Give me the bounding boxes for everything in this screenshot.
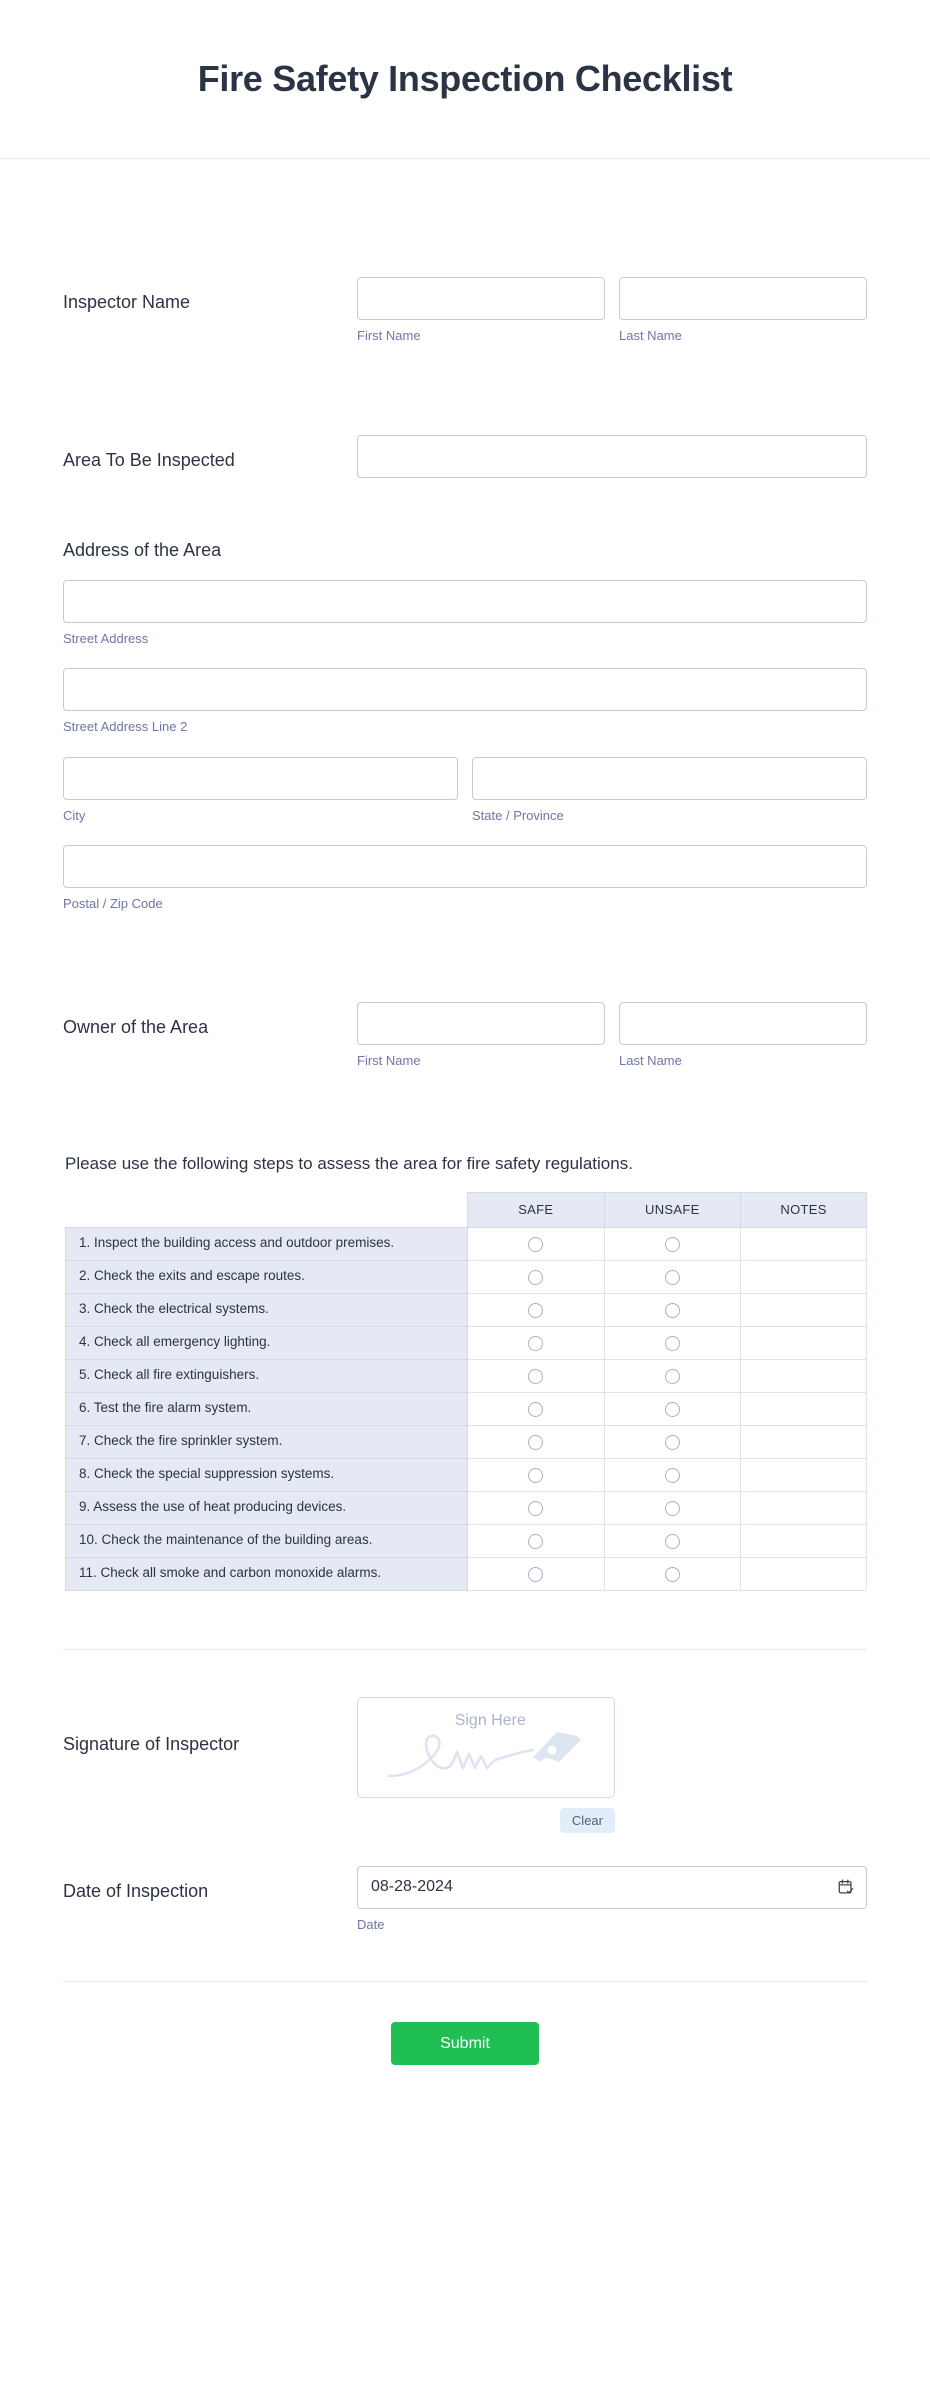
signature-pad[interactable] (357, 1697, 615, 1798)
matrix-notes-cell[interactable] (741, 1557, 867, 1590)
matrix-head (66, 1192, 867, 1227)
field-date-of-inspection (63, 1866, 867, 1933)
matrix-radio-cell-unsafe[interactable] (604, 1458, 741, 1491)
signature-squiggle-icon (381, 1724, 591, 1786)
matrix-notes-cell[interactable] (741, 1227, 867, 1260)
radio-button-unsafe[interactable] (665, 1303, 680, 1318)
spacer-top (63, 159, 867, 277)
form-body (0, 159, 930, 1982)
table-row (66, 1293, 867, 1326)
radio-button-safe[interactable] (528, 1336, 543, 1351)
matrix-row-label: 8. Check the special suppression systems. (66, 1458, 468, 1491)
radio-button-safe[interactable] (528, 1237, 543, 1252)
matrix-radio-cell-unsafe[interactable] (604, 1425, 741, 1458)
matrix-notes-cell[interactable] (741, 1326, 867, 1359)
matrix-radio-cell-safe[interactable] (468, 1326, 605, 1359)
address-street2-input[interactable] (63, 668, 867, 711)
radio-button-safe[interactable] (528, 1303, 543, 1318)
spacer-matrix (63, 1069, 867, 1154)
matrix-radio-cell-safe[interactable] (468, 1392, 605, 1425)
spacer-address (63, 478, 867, 540)
field-owner-of-area (63, 1002, 867, 1069)
matrix-radio-cell-unsafe[interactable] (604, 1326, 741, 1359)
matrix-notes-cell[interactable] (741, 1425, 867, 1458)
matrix-radio-cell-unsafe[interactable] (604, 1260, 741, 1293)
address-city-input[interactable] (63, 757, 458, 800)
address-state-sublabel: State / Province (472, 807, 564, 823)
matrix-radio-cell-safe[interactable] (468, 1491, 605, 1524)
matrix-notes-cell[interactable] (741, 1392, 867, 1425)
matrix-notes-cell[interactable] (741, 1524, 867, 1557)
inspector-last-name-group (619, 277, 867, 344)
address-postal-group (63, 845, 867, 912)
inspector-first-name-group (357, 277, 605, 344)
radio-button-unsafe[interactable] (665, 1270, 680, 1285)
form-footer (0, 1982, 930, 2065)
matrix-notes-cell[interactable] (741, 1458, 867, 1491)
owner-control (357, 1002, 867, 1069)
table-row (66, 1260, 867, 1293)
signature-clear-row (357, 1798, 615, 1833)
owner-last-name-group (619, 1002, 867, 1069)
table-row (66, 1557, 867, 1590)
spacer-signature (63, 1650, 867, 1697)
matrix-col-notes: NOTES (741, 1192, 867, 1227)
field-address (63, 540, 867, 912)
signature-clear-button[interactable]: Clear (560, 1808, 615, 1833)
submit-button[interactable]: Submit (391, 2022, 539, 2065)
table-row (66, 1524, 867, 1557)
owner-label: Owner of the Area (63, 1016, 209, 1037)
area-inspected-control (357, 435, 867, 478)
owner-first-name-input[interactable] (357, 1002, 605, 1045)
matrix-intro-text: Please use the following steps to assess the area for fire safety regulations. (65, 1153, 633, 1173)
area-inspected-label: Area To Be Inspected (63, 449, 235, 470)
matrix-radio-cell-unsafe[interactable] (604, 1227, 741, 1260)
inspector-name-label: Inspector Name (63, 292, 191, 312)
matrix-row-label: 2. Check the exits and escape routes. (66, 1260, 468, 1293)
address-street-group (63, 580, 867, 647)
address-city-group (63, 757, 458, 824)
matrix-row-label: 4. Check all emergency lighting. (66, 1326, 468, 1359)
matrix-radio-cell-unsafe[interactable] (604, 1392, 741, 1425)
address-city-state-row (63, 757, 867, 824)
date-sublabel: Date (357, 1916, 385, 1932)
matrix-radio-cell-unsafe[interactable] (604, 1293, 741, 1326)
signature-placeholder: Sign Here (454, 1711, 526, 1729)
matrix-radio-cell-safe[interactable] (468, 1293, 605, 1326)
radio-button-unsafe[interactable] (665, 1435, 680, 1450)
area-inspected-input[interactable] (357, 435, 867, 478)
matrix-radio-cell-safe[interactable] (468, 1260, 605, 1293)
matrix-row-label: 10. Check the maintenance of the building areas. (66, 1524, 468, 1557)
matrix-radio-cell-safe[interactable] (468, 1425, 605, 1458)
matrix-radio-cell-unsafe[interactable] (604, 1359, 741, 1392)
radio-button-safe[interactable] (528, 1534, 543, 1549)
radio-button-unsafe[interactable] (665, 1468, 680, 1483)
address-state-input[interactable] (472, 757, 867, 800)
date-of-inspection-input[interactable] (357, 1866, 867, 1909)
matrix-row-label: 6. Test the fire alarm system. (66, 1392, 468, 1425)
address-state-group (472, 757, 867, 824)
inspector-name-control (357, 277, 867, 344)
matrix-notes-cell[interactable] (741, 1491, 867, 1524)
address-postal-sublabel: Postal / Zip Code (63, 896, 163, 912)
table-row (66, 1392, 867, 1425)
radio-button-unsafe[interactable] (665, 1402, 680, 1417)
date-control (357, 1866, 867, 1933)
matrix-row-label: 3. Check the electrical systems. (66, 1293, 468, 1326)
page-title: Fire Safety Inspection Checklist (197, 58, 733, 99)
matrix-row-label: 7. Check the fire sprinkler system. (66, 1425, 468, 1458)
table-row (66, 1227, 867, 1260)
table-row (66, 1359, 867, 1392)
table-row (66, 1326, 867, 1359)
radio-button-safe[interactable] (528, 1567, 543, 1582)
radio-button-safe[interactable] (528, 1435, 543, 1450)
radio-button-unsafe[interactable] (665, 1237, 680, 1252)
radio-button-unsafe[interactable] (665, 1567, 680, 1582)
matrix-notes-cell[interactable] (741, 1260, 867, 1293)
matrix-table-wrap (63, 1192, 867, 1591)
address-street-sublabel: Street Address (63, 630, 149, 646)
radio-button-safe[interactable] (528, 1402, 543, 1417)
pen-nib-icon (533, 1732, 581, 1762)
address-city-sublabel: City (63, 807, 86, 823)
owner-first-name-group (357, 1002, 605, 1069)
matrix-radio-cell-safe[interactable] (468, 1227, 605, 1260)
radio-button-safe[interactable] (528, 1369, 543, 1384)
matrix-notes-cell[interactable] (741, 1359, 867, 1392)
radio-button-safe[interactable] (528, 1501, 543, 1516)
inspector-first-name-input[interactable] (357, 277, 605, 320)
radio-button-unsafe[interactable] (665, 1501, 680, 1516)
address-postal-input[interactable] (63, 845, 867, 888)
date-label: Date of Inspection (63, 1880, 209, 1901)
owner-last-name-input[interactable] (619, 1002, 867, 1045)
spacer-owner (63, 912, 867, 1002)
radio-button-safe[interactable] (528, 1270, 543, 1285)
matrix-radio-cell-unsafe[interactable] (604, 1557, 741, 1590)
radio-button-unsafe[interactable] (665, 1534, 680, 1549)
matrix-body (66, 1227, 867, 1590)
form-header (0, 0, 930, 159)
inspector-last-name-sublabel: Last Name (619, 328, 682, 343)
inspection-matrix-table (65, 1192, 867, 1591)
address-label: Address of the Area (63, 539, 222, 560)
address-street-input[interactable] (63, 580, 867, 623)
field-inspector-name (63, 277, 867, 344)
owner-last-name-sublabel: Last Name (619, 1052, 682, 1068)
table-row (66, 1491, 867, 1524)
matrix-row-label: 1. Inspect the building access and outdoor premises. (66, 1227, 468, 1260)
inspector-last-name-input[interactable] (619, 277, 867, 320)
matrix-radio-cell-safe[interactable] (468, 1359, 605, 1392)
matrix-col-safe: SAFE (468, 1192, 605, 1227)
radio-button-unsafe[interactable] (665, 1369, 680, 1384)
signature-control (357, 1697, 615, 1833)
field-signature (63, 1697, 867, 1833)
table-row (66, 1425, 867, 1458)
matrix-col-unsafe: UNSAFE (604, 1192, 741, 1227)
spacer-date (63, 1833, 867, 1866)
matrix-row-label: 11. Check all smoke and carbon monoxide alarms. (66, 1557, 468, 1590)
address-street2-sublabel: Street Address Line 2 (63, 719, 188, 735)
matrix-radio-cell-safe[interactable] (468, 1458, 605, 1491)
radio-button-unsafe[interactable] (665, 1336, 680, 1351)
owner-first-name-sublabel: First Name (357, 1052, 421, 1068)
spacer-area (63, 344, 867, 435)
matrix-header-row (66, 1192, 867, 1227)
matrix-radio-cell-safe[interactable] (468, 1557, 605, 1590)
matrix-radio-cell-unsafe[interactable] (604, 1524, 741, 1557)
signature-label: Signature of Inspector (63, 1733, 240, 1754)
field-area-to-be-inspected (63, 435, 867, 478)
inspector-first-name-sublabel: First Name (357, 328, 421, 343)
matrix-radio-cell-safe[interactable] (468, 1524, 605, 1557)
matrix-notes-cell[interactable] (741, 1293, 867, 1326)
matrix-radio-cell-unsafe[interactable] (604, 1491, 741, 1524)
matrix-corner-cell (66, 1192, 468, 1227)
radio-button-safe[interactable] (528, 1468, 543, 1483)
matrix-row-label: 5. Check all fire extinguishers. (66, 1359, 468, 1392)
matrix-row-label: 9. Assess the use of heat producing devices. (66, 1491, 468, 1524)
address-street2-group (63, 668, 867, 735)
table-row (66, 1458, 867, 1491)
